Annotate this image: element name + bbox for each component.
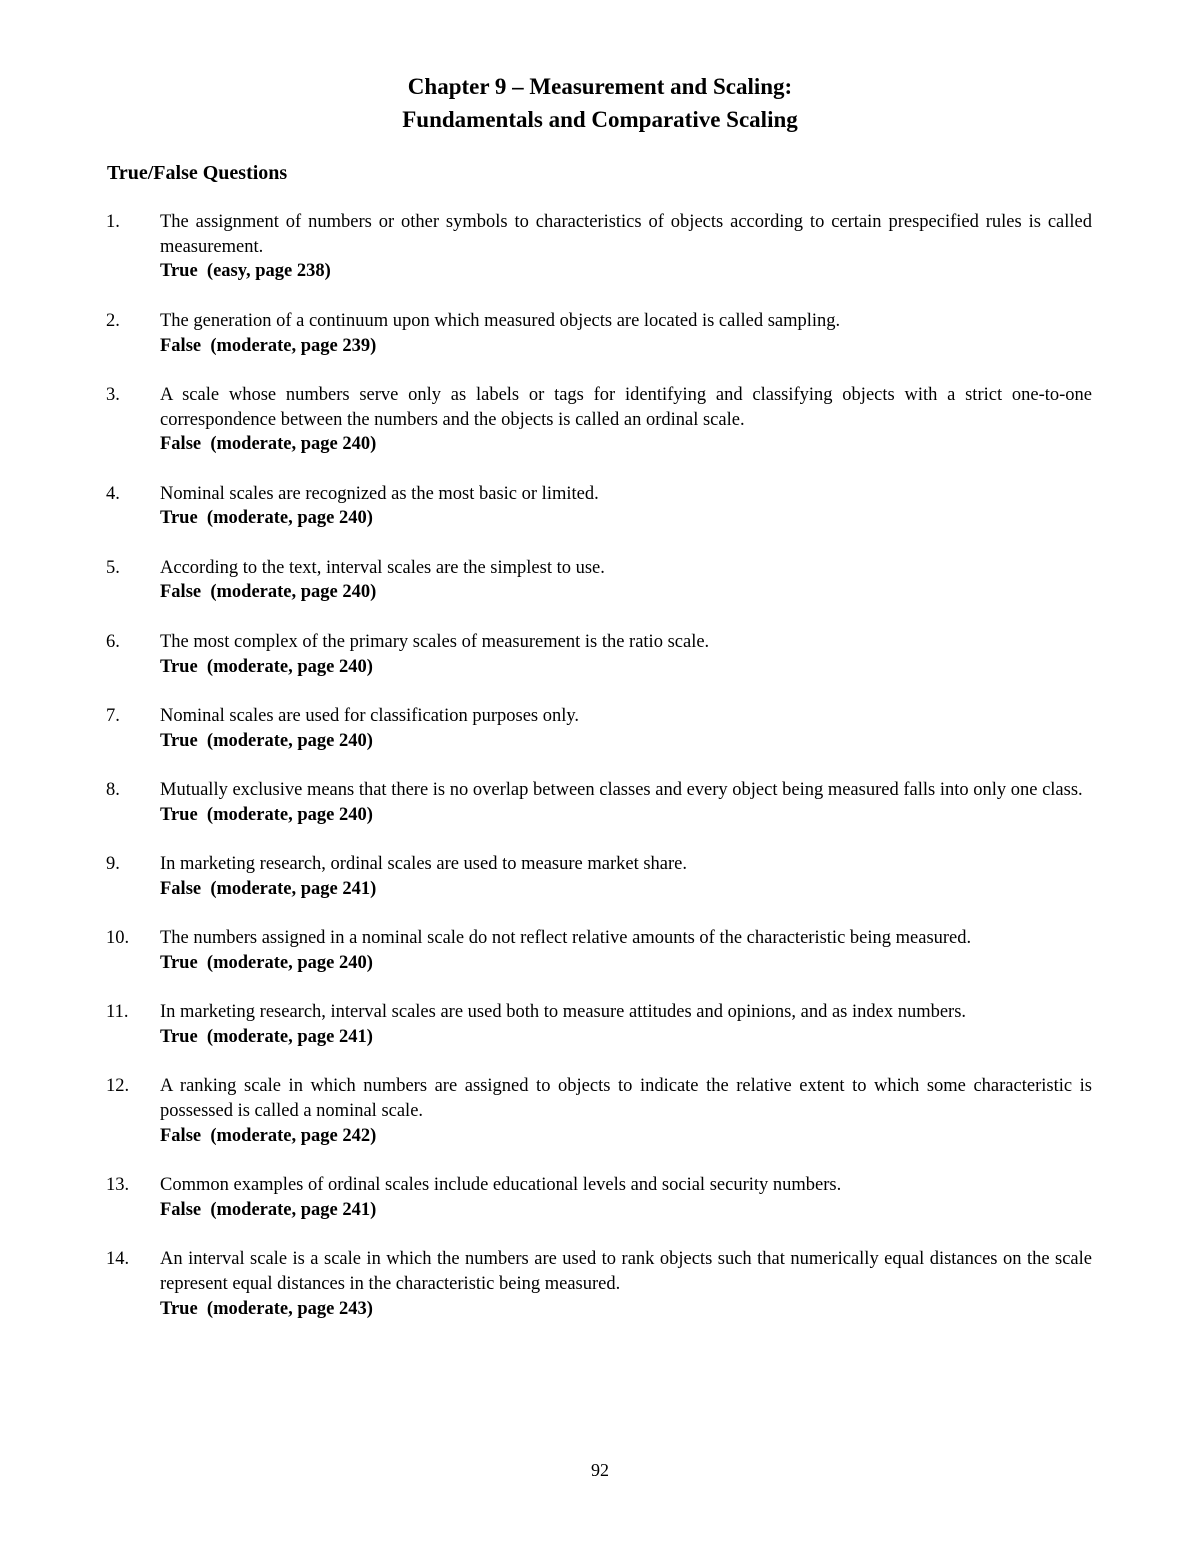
- question-answer: False (moderate, page 241): [160, 878, 377, 899]
- question-number: 9.: [106, 854, 120, 875]
- question-list: [106, 210, 1092, 1346]
- question-number: 7.: [106, 705, 120, 726]
- question-item: [106, 482, 1092, 531]
- question-number: 3.: [106, 384, 120, 405]
- question-item: [106, 1173, 1092, 1222]
- question-answer: True (moderate, page 240): [160, 656, 373, 677]
- question-item: [106, 309, 1092, 358]
- question-answer: True (moderate, page 240): [160, 952, 373, 973]
- question-number: 5.: [106, 557, 120, 578]
- page-number: 92: [591, 1460, 609, 1480]
- question-number: 11.: [106, 1002, 129, 1023]
- question-text: Nominal scales are used for classification purposes only.: [160, 705, 580, 726]
- question-item: [106, 383, 1092, 457]
- question-text: An interval scale is a scale in which the numbers are used to rank objects such that numerically equal distances on the scale represent equal distances in the characteristic being measured.: [160, 1249, 1092, 1295]
- question-answer: False (moderate, page 242): [160, 1125, 377, 1146]
- question-text: A ranking scale in which numbers are assigned to objects to indicate the relative extent to which some characteristic is possessed is called a nominal scale.: [160, 1076, 1092, 1122]
- question-answer: False (moderate, page 239): [160, 335, 377, 356]
- question-answer: False (moderate, page 241): [160, 1199, 377, 1220]
- question-answer: False (moderate, page 240): [160, 434, 377, 455]
- question-text: The most complex of the primary scales of measurement is the ratio scale.: [160, 631, 710, 652]
- question-number: 12.: [106, 1076, 130, 1097]
- question-text: Mutually exclusive means that there is no overlap between classes and every object being measured falls into only one class.: [160, 780, 1083, 801]
- question-text: In marketing research, interval scales are used both to measure attitudes and opinions, and as index numbers.: [160, 1002, 967, 1023]
- question-number: 14.: [106, 1249, 130, 1270]
- question-item: [106, 1074, 1092, 1148]
- question-answer: True (moderate, page 241): [160, 1027, 373, 1048]
- question-number: 1.: [106, 212, 120, 232]
- question-number: 10.: [106, 928, 130, 949]
- question-text: Nominal scales are recognized as the most basic or limited.: [160, 483, 599, 504]
- question-text: Common examples of ordinal scales include educational levels and social security numbers.: [160, 1175, 842, 1196]
- question-item: [106, 1247, 1092, 1321]
- question-text: The generation of a continuum upon which measured objects are located is called sampling.: [160, 310, 841, 331]
- question-item: [106, 704, 1092, 753]
- question-answer: True (moderate, page 243): [160, 1298, 373, 1319]
- question-text: A scale whose numbers serve only as labels or tags for identifying and classifying objects with a strict one-to-one correspondence between the numbers and the objects is called an ordinal scale.: [160, 384, 1092, 430]
- title-line-1: Chapter 9 – Measurement and Scaling:: [407, 74, 793, 99]
- question-text: The numbers assigned in a nominal scale do not reflect relative amounts of the characteristic being measured.: [160, 928, 972, 949]
- question-item: [106, 778, 1092, 827]
- question-answer: True (moderate, page 240): [160, 730, 373, 751]
- question-text: The assignment of numbers or other symbols to characteristics of objects according to certain prespecified rules is called measurement.: [160, 212, 1092, 257]
- page-title: [0, 70, 1200, 136]
- question-item: [106, 630, 1092, 679]
- question-answer: True (easy, page 238): [160, 261, 331, 282]
- question-text: According to the text, interval scales are the simplest to use.: [160, 557, 605, 578]
- section-heading: True/False Questions: [107, 162, 288, 184]
- question-number: 8.: [106, 780, 120, 801]
- question-number: 4.: [106, 483, 120, 504]
- question-answer: True (moderate, page 240): [160, 804, 373, 825]
- question-item: [106, 556, 1092, 605]
- question-item: [106, 1000, 1092, 1049]
- question-answer: False (moderate, page 240): [160, 582, 377, 603]
- question-item: [106, 852, 1092, 901]
- question-number: 2.: [106, 310, 120, 331]
- question-item: [106, 210, 1092, 284]
- question-answer: True (moderate, page 240): [160, 508, 373, 529]
- question-number: 13.: [106, 1175, 130, 1196]
- question-item: [106, 926, 1092, 975]
- title-line-2: Fundamentals and Comparative Scaling: [402, 107, 798, 132]
- question-number: 6.: [106, 631, 120, 652]
- question-text: In marketing research, ordinal scales are used to measure market share.: [160, 854, 688, 875]
